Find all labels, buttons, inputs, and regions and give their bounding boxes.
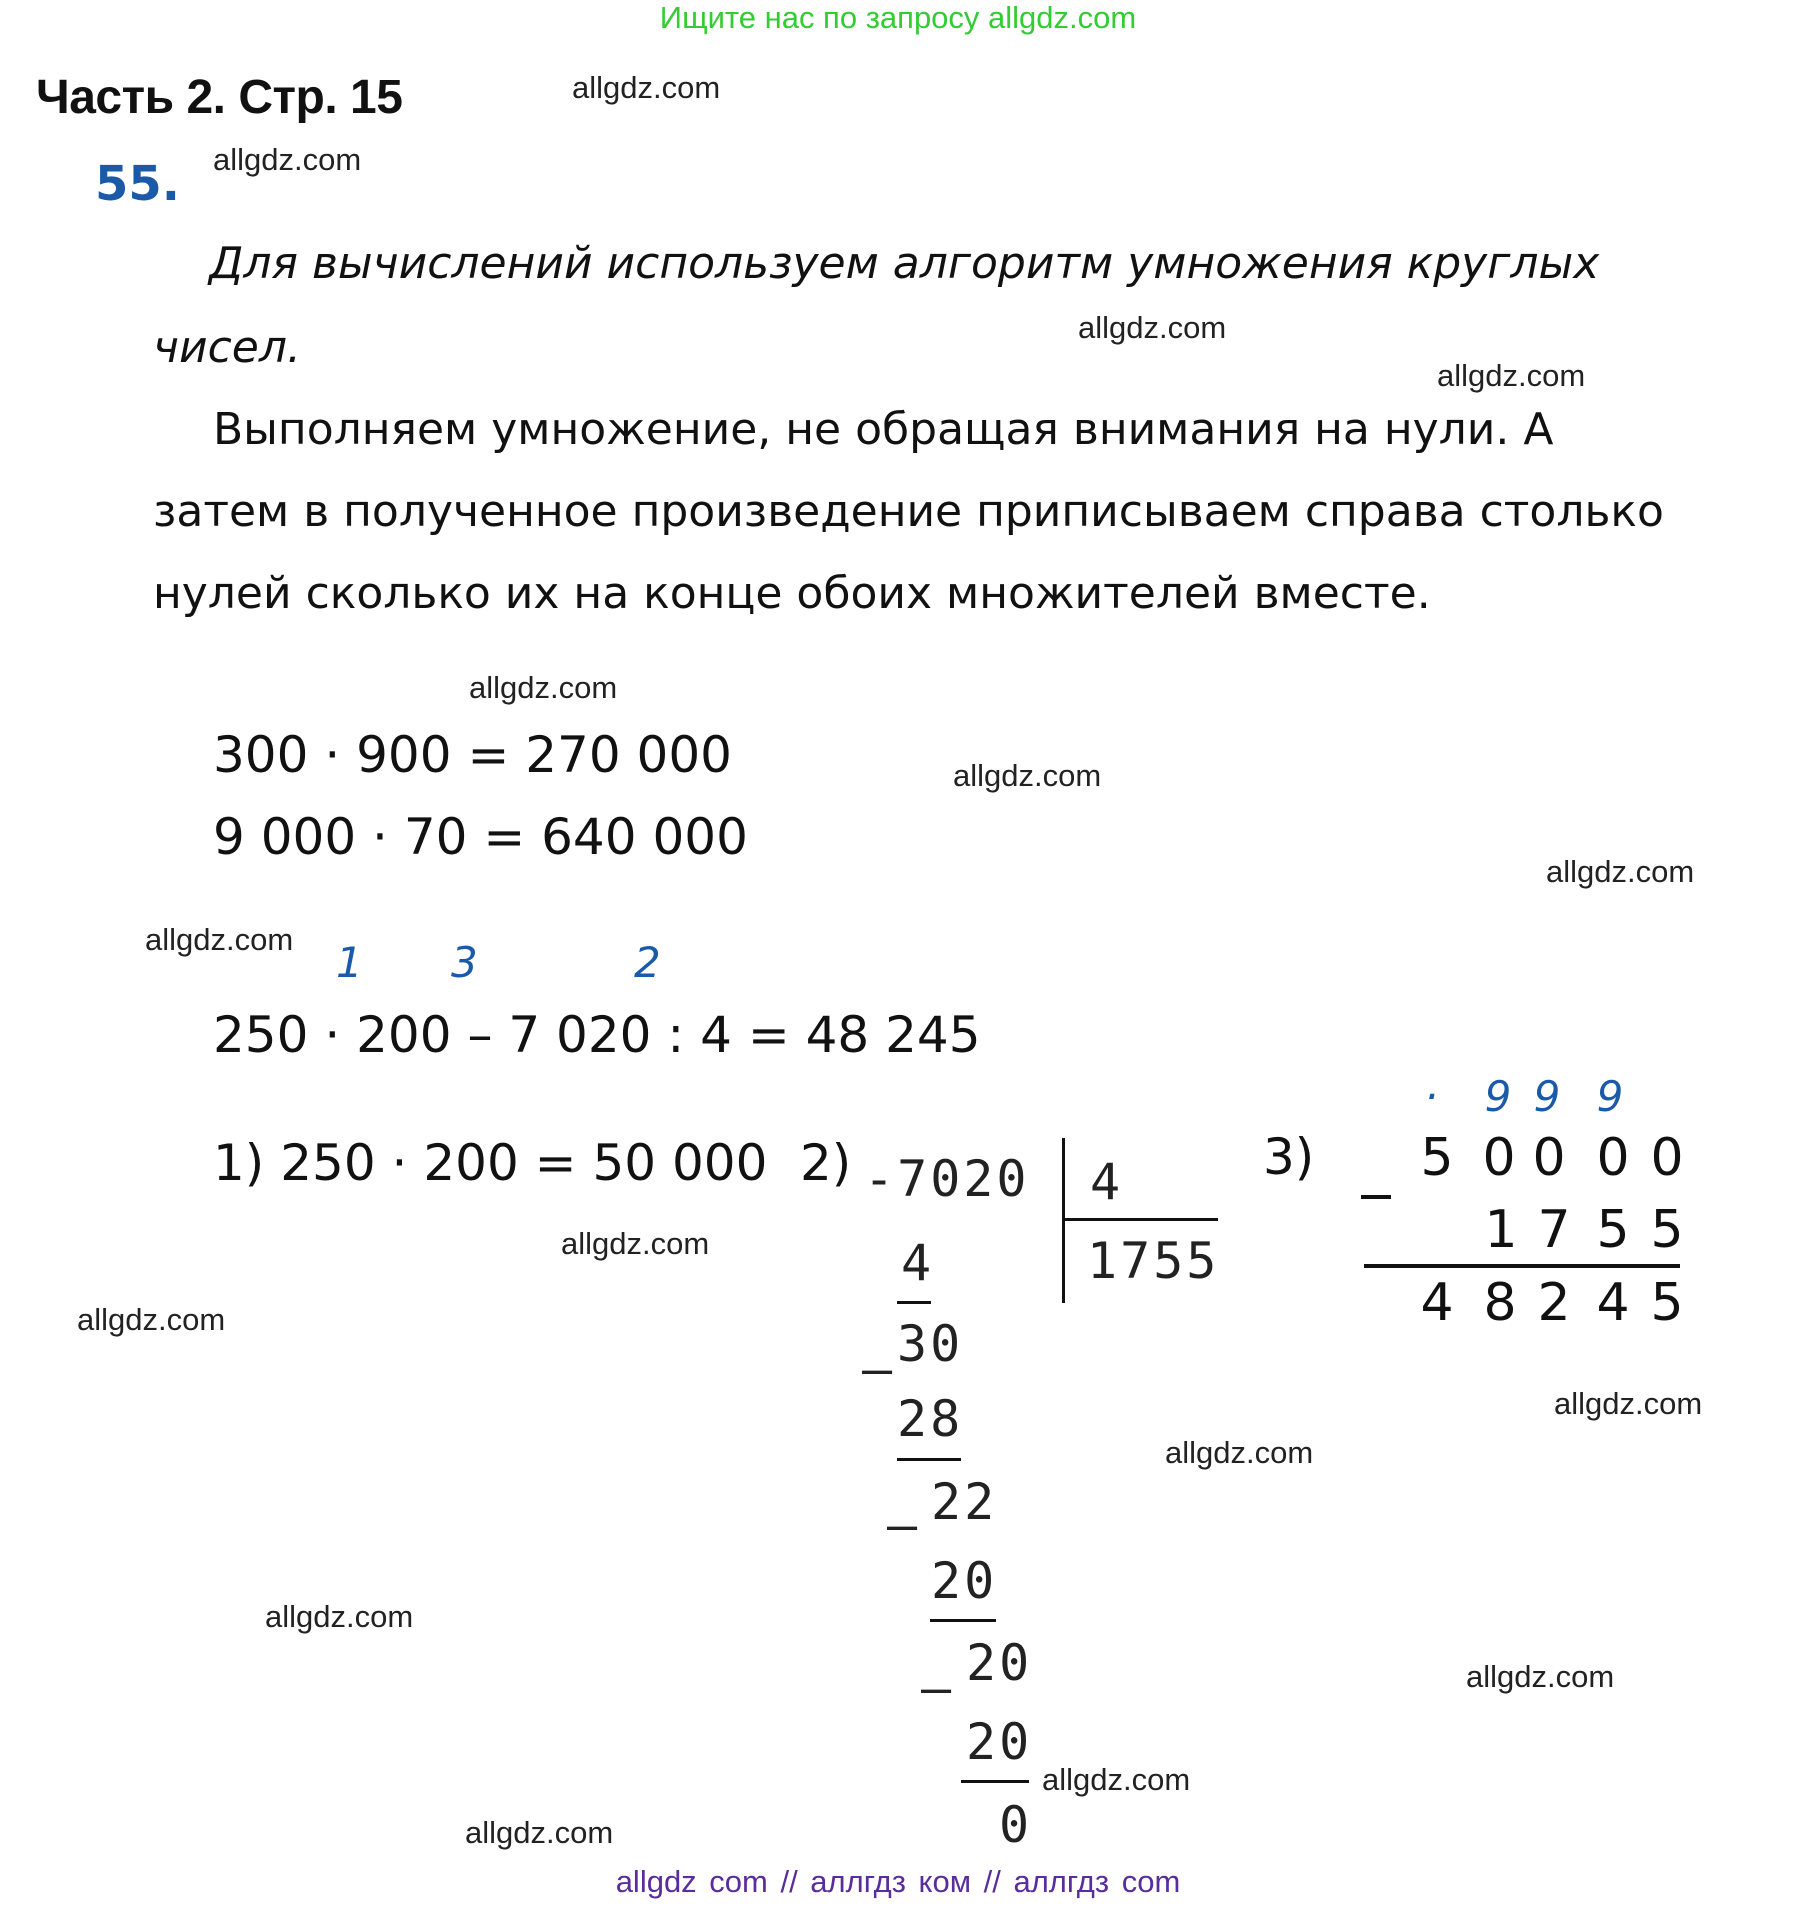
- minus-sign: [1361, 1195, 1391, 1199]
- partial-row: 28: [897, 1390, 964, 1448]
- minuend-digit: 0: [1532, 1128, 1566, 1188]
- equation-2: 9 000 · 70 = 640 000: [213, 808, 748, 866]
- carry-digit: 9: [1533, 1072, 1561, 1121]
- carry-digit: 9: [1596, 1072, 1624, 1121]
- result-digit: 4: [1596, 1273, 1630, 1333]
- dividend: -7020: [864, 1150, 1030, 1208]
- result-line: [1364, 1264, 1680, 1268]
- minus-sign: –: [887, 1496, 921, 1554]
- watermark: allgdz.com: [1554, 1386, 1703, 1421]
- minuend-digit: 0: [1596, 1128, 1630, 1188]
- watermark: allgdz.com: [469, 670, 618, 705]
- partial-row: 30: [897, 1315, 964, 1373]
- subtrahend-digit: 5: [1596, 1200, 1630, 1260]
- minus-sign: –: [862, 1340, 896, 1398]
- result-digit: 5: [1650, 1273, 1684, 1333]
- minus-sign: –: [921, 1659, 955, 1717]
- result-digit: 4: [1420, 1273, 1454, 1333]
- partial-line: [897, 1301, 931, 1304]
- watermark: allgdz.com: [1546, 854, 1695, 889]
- watermark: allgdz.com: [1466, 1659, 1615, 1694]
- remainder: 0: [999, 1796, 1033, 1854]
- watermark: allgdz.com: [1165, 1435, 1314, 1470]
- minuend-digit: 5: [1420, 1128, 1454, 1188]
- carry-dot: ·: [1424, 1072, 1438, 1121]
- page-title: Часть 2. Стр. 15: [36, 71, 403, 124]
- order-mark-1: 1: [336, 938, 363, 987]
- watermark: allgdz.com: [1437, 358, 1586, 393]
- division-horizontal-line: [1062, 1218, 1218, 1221]
- partial-row: 20: [966, 1634, 1033, 1692]
- intro-line-1: Для вычислений используем алгоритм умножения круглых: [209, 238, 1600, 289]
- result-digit: 2: [1537, 1273, 1571, 1333]
- partial-row: 20: [966, 1713, 1033, 1771]
- watermark: allgdz.com: [572, 70, 721, 105]
- watermark: allgdz.com: [213, 142, 362, 177]
- watermark: allgdz.com: [145, 922, 294, 957]
- quotient: 1755: [1087, 1232, 1220, 1290]
- carry-digit: 9: [1484, 1072, 1512, 1121]
- task-number: 55.: [95, 156, 181, 212]
- explanation-line-1: Выполняем умножение, не обращая внимания на нули. А: [213, 404, 1554, 455]
- watermark: allgdz.com: [953, 758, 1102, 793]
- expression: 250 · 200 – 7 020 : 4 = 48 245: [213, 1006, 981, 1064]
- partial-row: 4: [901, 1234, 935, 1292]
- watermark: allgdz.com: [265, 1599, 414, 1634]
- subtrahend-digit: 5: [1650, 1200, 1684, 1260]
- partial-row: 22: [931, 1473, 998, 1531]
- watermark: allgdz.com: [1078, 310, 1227, 345]
- result-digit: 8: [1483, 1273, 1517, 1333]
- top-banner[interactable]: Ищите нас по запросу allgdz.com: [659, 0, 1137, 35]
- explanation-line-2: затем в полученное произведение приписываем справа столько: [153, 486, 1664, 537]
- partial-line: [930, 1619, 996, 1622]
- partial-line: [897, 1458, 961, 1461]
- equation-1: 300 · 900 = 270 000: [213, 726, 732, 784]
- watermark: allgdz.com: [465, 1815, 614, 1850]
- bottom-banner[interactable]: allgdz com // аллгдз ком // аллгдз com: [615, 1864, 1181, 1899]
- subtrahend-digit: 1: [1484, 1200, 1518, 1260]
- partial-line: [961, 1780, 1029, 1783]
- minuend-digit: 0: [1650, 1128, 1684, 1188]
- watermark: allgdz.com: [1042, 1762, 1191, 1797]
- explanation-line-3: нулей сколько их на конце обоих множителей вместе.: [153, 568, 1431, 619]
- partial-row: 20: [931, 1552, 998, 1610]
- order-mark-2: 3: [451, 938, 478, 987]
- step-3-label: 3): [1263, 1128, 1315, 1186]
- watermark: allgdz.com: [77, 1302, 226, 1337]
- minuend-digit: 0: [1482, 1128, 1516, 1188]
- step-2-label: 2): [800, 1134, 852, 1192]
- intro-line-2: чисел.: [153, 322, 301, 373]
- divisor: 4: [1090, 1153, 1124, 1211]
- order-mark-3: 2: [634, 938, 661, 987]
- step-1: 1) 250 · 200 = 50 000: [213, 1134, 768, 1192]
- subtrahend-digit: 7: [1537, 1200, 1571, 1260]
- watermark: allgdz.com: [561, 1226, 710, 1261]
